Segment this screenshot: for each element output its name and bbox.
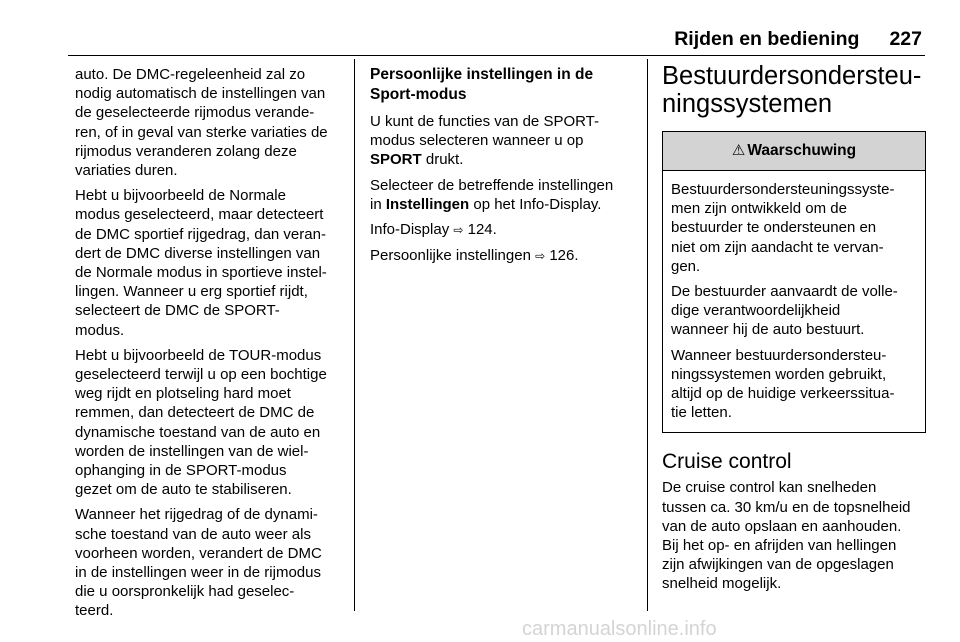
column-divider-2 (647, 59, 648, 611)
section-heading-driver-assistance: Bestuurdersondersteu- ningssystemen (662, 62, 922, 118)
column-divider-1 (354, 59, 355, 611)
header-rule (68, 55, 925, 56)
section-heading-sport-settings: Persoonlijke instellingen in de Sport-modus (370, 66, 594, 103)
watermark-text: carmanualsonline.info (522, 618, 717, 640)
paragraph: Hebt u bijvoorbeeld de Normale modus geselecteerd, maar detecteert de DMC sportief rijgedrag, dan veran- dert de DMC diverse instellingen van de Normale modus in sportieve instel- lingen. Wanneer u erg sportief rijdt, selecteert de DMC de SPORT- modus. (75, 187, 327, 339)
cross-reference-info-display: Info-Display ⇨ 124. (370, 221, 497, 239)
page-header (674, 28, 922, 51)
column-2 (370, 65, 640, 272)
page-reference-arrow-icon: ⇨ (453, 223, 464, 238)
warning-paragraph: De bestuurder aanvaardt de volle- dige verantwoordelijkheid wanneer hij de auto bestuurt. (671, 283, 898, 339)
paragraph: Hebt u bijvoorbeeld de TOUR-modus geselecteerd terwijl u op een bochtige weg rijdt en plotseling hard moet remmen, dan detecteert de DMC de dynamische toestand van de auto en worden de instellingen van de wiel- ophanging in de SPORT-modus gezet om de auto te stabiliseren. (75, 346, 327, 499)
paragraph: Wanneer het rijgedrag of de dynami- sche toestand van de auto weer als voorheen worden, verandert de DMC in de instellingen weer in de rijmodus die u oorspronkelijk had geselec- teerd. (75, 506, 322, 620)
cross-reference-personal-settings: Persoonlijke instellingen ⇨ 126. (370, 247, 579, 265)
section-heading-cruise-control: Cruise control (662, 450, 792, 474)
column-1 (75, 65, 347, 627)
page-number: 227 (889, 28, 922, 50)
paragraph: Selecteer de betreffende instellingen in Instellingen op het Info-Display. (370, 176, 614, 213)
warning-title: Waarschuwing (747, 142, 857, 160)
warning-box (662, 131, 926, 433)
page-reference-arrow-icon: ⇨ (535, 249, 546, 264)
warning-triangle-icon: ⚠ (731, 142, 746, 160)
warning-header (663, 132, 925, 171)
sport-button-label: SPORT (370, 151, 422, 169)
paragraph: De cruise control kan snelheden tussen ca. 30 km/u en de topsnelheid van de auto opslaan en aanhouden. Bij het op- en afrijden van hellingen zijn afwijkingen van de opgeslagen snelheid mogelijk. (662, 479, 911, 593)
warning-paragraph: Wanneer bestuurdersondersteu- ningssystemen worden gebruikt, altijd op de huidige verkeerssitua- tie letten. (671, 346, 895, 422)
warning-body (663, 171, 925, 432)
section-title: Rijden en bediening (674, 28, 860, 50)
column-3 (662, 62, 926, 600)
warning-paragraph: Bestuurdersondersteuningssyste- men zijn ontwikkeld om de bestuurder te ondersteunen en niet om zijn aandacht te vervan- gen. (671, 181, 895, 275)
settings-menu-label: Instellingen (385, 195, 470, 213)
paragraph: U kunt de functies van de SPORT- modus selecteren wanneer u op SPORT drukt. (370, 113, 600, 169)
paragraph: auto. De DMC-regeleenheid zal zo nodig automatisch de instellingen van de geselecteerde rijmodus verande- ren, of in geval van sterke variaties de rijmodus veranderen zolang deze variaties duren. (75, 66, 328, 180)
